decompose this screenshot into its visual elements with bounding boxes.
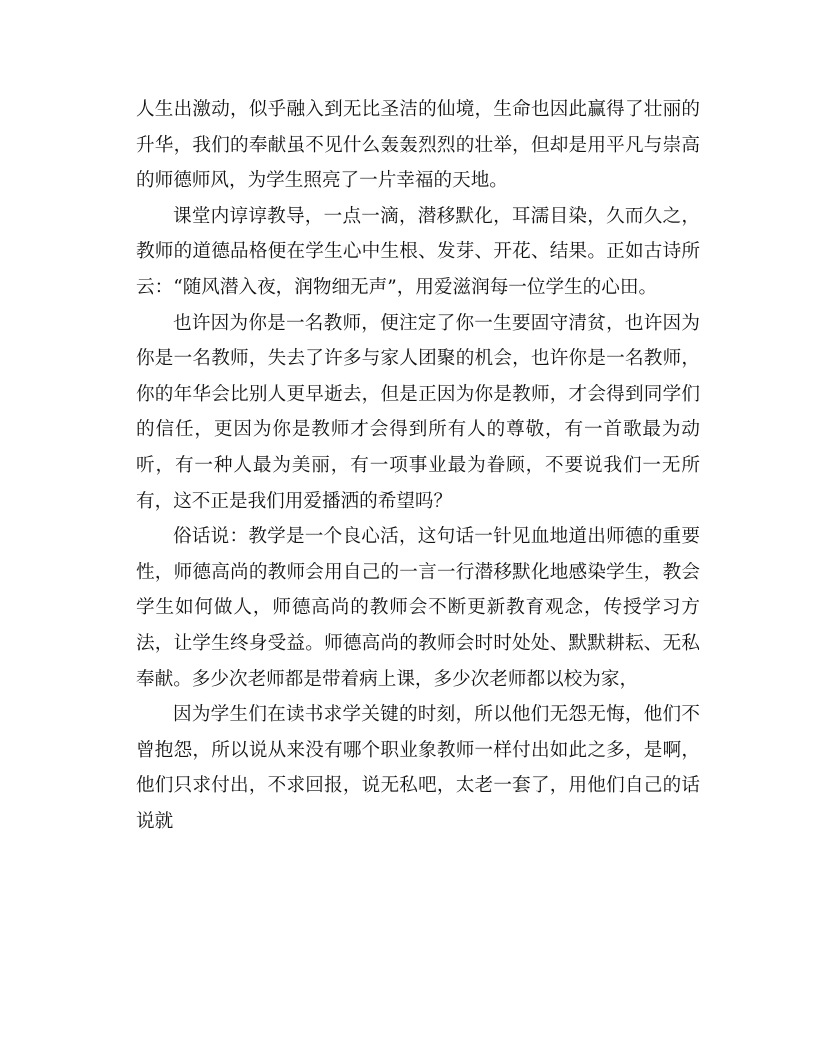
paragraph: 俗话说：教学是一个良心活，这句话一针见血地道出师德的重要性，师德高尚的教师会用自己的一言一行潜移默化地感染学生，教会学生如何做人，师德高尚的教师会不断更新教育观念，传授学习方法，让学生终身受益。师德高尚的教师会时时处处、默默耕耘、无私奉献。多少次老师都是带着病上课，多少次老师都以校为家， bbox=[136, 526, 700, 690]
paragraph: 因为学生们在读书求学关键的时刻，所以他们无怨无悔，他们不曾抱怨，所以说从来没有哪个职业象教师一样付出如此之多，是啊，他们只求付出，不求回报，说无私吧，太老一套了，用他们自己的话说就 bbox=[136, 704, 700, 832]
paragraph: 也许因为你是一名教师，便注定了你一生要固守清贫，也许因为你是一名教师，失去了许多与家人团聚的机会，也许你是一名教师，你的年华会比别人更早逝去，但是正因为你是教师，才会得到同学们的信任，更因为你是教师才会得到所有人的尊敬，有一首歌最为动听，有一种人最为美丽，有一项事业最为眷顾，不要说我们一无所有，这不正是我们用爱播洒的希望吗？ bbox=[136, 312, 700, 512]
paragraph: 课堂内谆谆教导，一点一滴，潜移默化，耳濡目染，久而久之，教师的道德品格便在学生心中生根、发芽、开花、结果。正如古诗所云：“随风潜入夜，润物细无声”，用爱滋润每一位学生的心田。 bbox=[136, 205, 700, 298]
document-body bbox=[136, 92, 700, 839]
paragraph-continued: 人生出激动，似乎融入到无比圣洁的仙境，生命也因此赢得了壮丽的升华，我们的奉献虽不见什么轰轰烈烈的壮举，但却是用平凡与崇高的师德师风，为学生照亮了一片幸福的天地。 bbox=[136, 99, 700, 192]
